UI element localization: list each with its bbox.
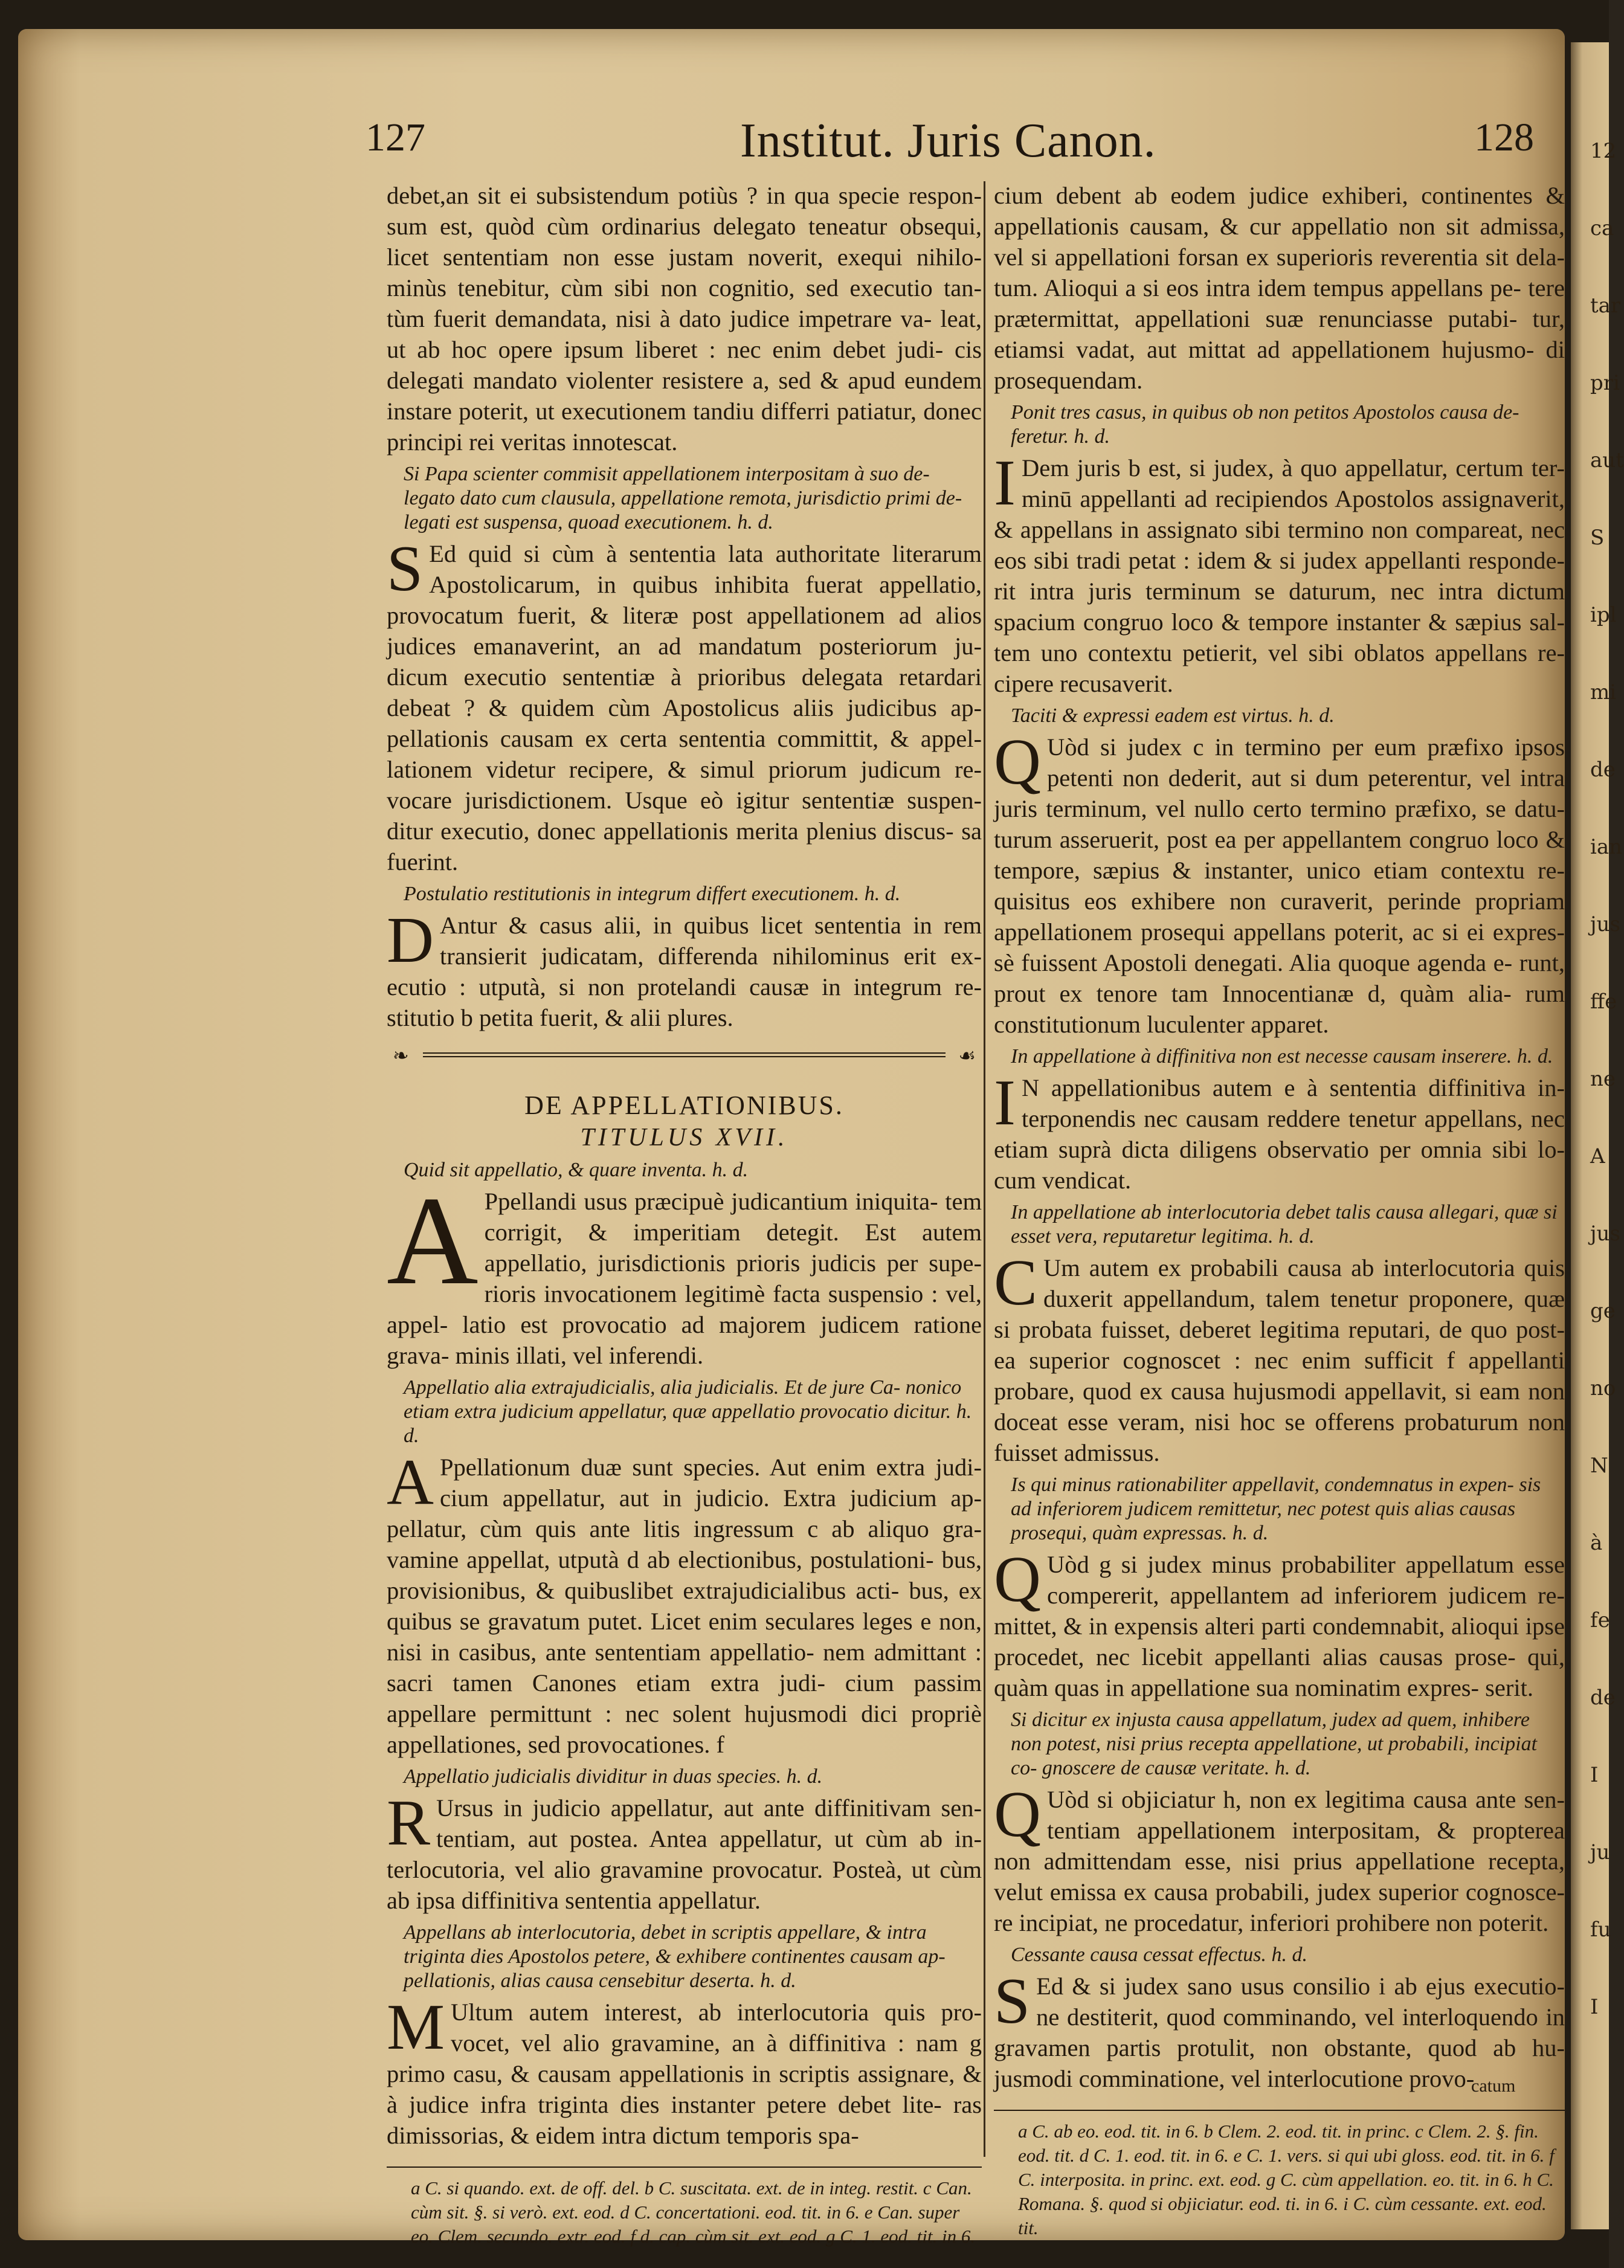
paragraph-text: Ppellationum duæ sunt species. Aut enim extra judi- cium appellatur, aut in judicio. Extra judicium ap- pellatur, cùm quis ante litis ingressum c ab aliquo gra- vamine appellat, utputà d ab electionibus, postulationi- bus, provisionibus, & quibuslibet extrajudicialibus acti- bus, ex quibus se gravatum putet. Licet enim seculares leges e non, nisi in casibus, ante sententiam appellatio- nem admittant : sacri tamen Canones etiam extra judi- cium passim appellare permittunt : nec solent hujusmodi dici propriè appellationes, sed provocationes. f: [387, 1454, 982, 1758]
summary: In appellatione à diffinitiva non est necesse causam inserere. h. d.: [1011, 1045, 1553, 1068]
section-title: DE APPELLATIONIBUS.: [524, 1091, 844, 1120]
summary: Si Papa scienter commisit appellationem interpositam à suo de- legato dato cum clausula, appellatione remota, jurisdictio primi de- legati est suspensa, quoad executionem. h. d.: [404, 463, 962, 533]
summary: Is qui minus rationabiliter appellavit, condemnatus in expen- sis ad inferiorem judicem remittetur, nec potest quis alias causas prosequi, quàm expressas. h. d.: [1011, 1474, 1541, 1544]
edge-fragment: no: [1590, 1376, 1616, 1400]
paragraph: [387, 1787, 982, 1916]
edge-fragment: ca: [1590, 216, 1614, 240]
edge-fragment: de: [1590, 758, 1616, 782]
catchword: catum: [1471, 2076, 1516, 2096]
edge-fragment: jus: [1590, 1222, 1620, 1246]
edge-fragment: ge: [1590, 1299, 1616, 1323]
paragraph: [994, 726, 1565, 1040]
notes-rule: [994, 2110, 1565, 2111]
double-rule: [423, 1052, 946, 1057]
paragraph-text: Ppellandi usus præcipuè judicantium iniquita- tem corrigit, & imperitiam detegit. Est autem appellatio, jurisdictionis prioris judicis per supe- rioris invocationem legitimè facta suspensio : vel, appel- latio est provocatio ad majorem judicem ratione grava- minis illati, vel inferendi.: [387, 1188, 982, 1369]
ornament-rule: [387, 1042, 982, 1066]
summary: Si dicitur ex injusta causa appellatum, judex ad quem, inhibere non potest, nisi prius recepta appellatione, ut probabili, incipiat co- gnoscere de causæ veritate. h. d.: [1011, 1709, 1538, 1779]
edge-fragment: aut: [1590, 448, 1624, 472]
paragraph-text: Ed quid si cùm à sententia lata authoritate literarum Apostolicarum, in quibus inhibita fuerat appellatio, provocatum fuerit, & literæ post appellationem ad alios judices emanaverint, an ad mandatum posteriorum ju- dicum executio sententiæ à prioribus delegata retardari debeat ? & quidem cùm Apostolicus aliis judicibus ap- pellationis causam ex certa sententia committit, & appel- lationem videtur recipere, & simul priorum judicum re- vocare jurisdictionem. Usque eò igitur sententiæ suspen- ditur executio, donec appellationis merita plenius discus- sa fuerint.: [387, 540, 982, 875]
edge-fragment: ju: [1590, 1840, 1610, 1864]
paragraph: [387, 904, 982, 1033]
paragraph-text: Uòd g si judex minus probabiliter appellatum esse compererit, appellantem ad inferiorem judicem re- mittet, & in expensis alteri parti condemnabit, alioqui ipse procedet, nec licebit appellanti alias causas prose- qui, quàm quas in appellatione sua nominatim expres- serit.: [994, 1551, 1565, 1701]
drop-cap: Q: [994, 1544, 1041, 1616]
paragraph: [387, 533, 982, 877]
summary: Ponit tres casus, in quibus ob non petitos Apostolos causa de- feretur. h. d.: [1011, 401, 1519, 448]
paragraph-text: Uòd si objiciatur h, non ex legitima causa ante sen- tentiam appellationem interpositam, & propterea non admittendam esse, nisi prius appellatione recepta, velut emissa ex causa probabili, judex superior cognosce- re incipiat, ne procedatur, inferiori prohibere non poterit.: [994, 1786, 1565, 1936]
facing-page-edge: [1571, 42, 1609, 2229]
drop-cap: A: [387, 1446, 434, 1518]
edge-fragment: mi: [1590, 680, 1617, 704]
paragraph-text: Uòd si judex c in termino per eum præfixo ipsos petenti non dederit, aut si dum peterentur, vel intra juris terminum, vel nullo certo termino præfixo, se datu- turum asseruerit, post ea per appellantem congruo loco & tempore, sæpius & instanter, unico etiam contextu re- quisitus eos exhibere non curaverit, perinde propriam appellationem prosequi appellans poterit, ac si ei expres- sè fuissent Apostoli denegati. Alia quoque agenda e- runt, prout ex tenore tam Innocentianæ d, quàm alia- rum constitutionum luculenter apparet.: [994, 733, 1565, 1038]
drop-cap: Q: [994, 726, 1041, 798]
edge-fragment: jus: [1590, 912, 1620, 936]
edge-fragment: ffe: [1590, 990, 1617, 1014]
ornament-knot: ❧: [393, 1045, 409, 1066]
edge-fragment: 12: [1590, 139, 1617, 163]
running-title: Institut. Juris Canon.: [740, 114, 1156, 167]
paragraph-text: Ultum autem interest, ab interlocutoria quis pro- vocet, vel alio gravamine, an à diffinitiva : nam g primo casu, & causam appellationis in scriptis assignare, & à judice infra triginta dies instanter petere debet lite- ras dimissorias, & eidem intra dictum temporis spa-: [387, 1999, 982, 2149]
summary: Appellatio alia extrajudicialis, alia judicialis. Et de jure Ca- nonico etiam extra judicium appellatur, quæ appellatio provocatio dicitur. h. d.: [404, 1376, 972, 1447]
paragraph-text: Dem juris b est, si judex, à quo appellatur, certum ter- minū appellanti ad recipiendos Apostolos assignaverit, & appellans in assignato sibi termino non compareat, nec eos sibi tradi petat : idem & si judex appellanti responde- rit intra juris terminum se daturum, nec intra dictum spacium congruo loco & tempore instanter & sæpius sal- tem uno contextu petierit, vel sibi oblatos appellans re- cipere recusaverit.: [994, 454, 1565, 697]
summary: Taciti & expressi eadem est virtus. h. d.: [1011, 704, 1335, 727]
edge-fragment: de: [1590, 1686, 1616, 1710]
paragraph: [994, 1779, 1565, 1938]
drop-cap: Q: [994, 1779, 1041, 1851]
edge-fragment: S: [1590, 526, 1605, 550]
paragraph: [387, 1991, 982, 2151]
paragraph: cium debent ab eodem judice exhiberi, continentes & appellationis causam, & cur appellatio non sit admissa, vel si appellationi forsan ex superioris reverentia sit dela- tum. Alioqui a si eos intra idem tempus appellans pe- tere prætermittat, appellationi suæ renunciasse putabi- tur, etiamsi vadat, aut mittat ad appellationem hujusmo- di prosequendam.: [994, 182, 1565, 394]
edge-fragment: I: [1590, 1995, 1599, 2019]
paragraph-text: Ursus in judicio appellatur, aut ante diffinitivam sen- tentiam, aut postea. Antea appellatur, ut cùm ab in- terlocutoria, vel alio gravamine provocatur. Posteà, ut cùm ab ipsa diffinitiva sententia appellatur.: [387, 1794, 982, 1914]
folio-left: 127: [366, 115, 425, 159]
left-column: [387, 180, 982, 2249]
paragraph: [994, 1544, 1565, 1703]
column-divider: [984, 181, 985, 2157]
section-subtitle: TITULUS XVII.: [580, 1124, 788, 1152]
paragraph-text: Um autem ex probabili causa ab interlocutoria quis duxerit appellandum, talem tenetur proponere, quæ si probata fuisset, deberet legitima reputari, de quo post- ea superior cognoscet : nec enim sufficit f appellanti probare, quod ex causa hujusmodi appellavit, si eam non doceat esse veram, nisi hoc se offerens probaturum non fuisset admissus.: [994, 1254, 1565, 1466]
edge-fragment: tar: [1590, 294, 1621, 318]
notes-rule: [387, 2167, 982, 2168]
edge-fragment: A: [1590, 1144, 1605, 1168]
paragraph: [994, 447, 1565, 699]
paragraph: [387, 1171, 982, 1371]
summary: Appellatio judicialis dividitur in duas species. h. d.: [404, 1765, 823, 1788]
paragraph-text: Antur & casus alii, in quibus licet sententia in rem transierit judicatam, differenda nihilominus erit ex- ecutio : utputà, si non protelandi causæ in integrum re- stitutio b petita fuerit, & alii plures.: [387, 912, 982, 1031]
edge-fragment: ne: [1590, 1067, 1616, 1091]
summary: Appellans ab interlocutoria, debet in scriptis appellare, & intra triginta dies Apostolos petere, & exhibere continentes causam ap- pellationis, alias causa censebitur deserta. h. d.: [404, 1921, 946, 1992]
marginal-notes: a C. si quando. ext. de off. del. b C. suscitata. ext. de in integ. restit. c Can. cùm sit. §. si verò. ext. eod. d C. concertationi. eod. tit. in 6. e Can. super eo. Clem. secundo. extr. eod. f d. cap. cùm sit. ext. eod. g C. 1. eod. tit. in 6.: [411, 2177, 976, 2247]
drop-cap: S: [994, 1965, 1031, 2037]
summary: Postulatio restitutionis in integrum differt executionem. h. d.: [404, 883, 901, 905]
summary: Quid sit appellatio, & quare inventa. h. d.: [404, 1159, 749, 1181]
ornament-knot: ☙: [958, 1045, 976, 1066]
folio-right: 128: [1474, 115, 1534, 159]
summary: Cessante causa cessat effectus. h. d.: [1011, 1944, 1308, 1966]
paragraph: debet,an sit ei subsistendum potiùs ? in qua specie respon- sum est, quòd cùm ordinarius delegato teneatur obsequi, licet sententiam non esse justam noverit, exequi nihilo- minùs tenebitur, cùm sibi non cognitio, sed executio tan- tùm fuerit demandata, nisi à dato judice impetrare va- leat, ut ab hoc opere ipsum liberet : nec enim debet judi- cis delegati mandato violenter resistere a, sed & apud eundem instare poterit, ut executionem tandiu differri patiatur, donec principi rei veritas innotescat.: [387, 182, 982, 456]
edge-fragment: ipl: [1590, 603, 1617, 627]
drop-cap: C: [994, 1247, 1038, 1319]
drop-cap: A: [387, 1171, 478, 1311]
edge-fragment: fe: [1590, 1608, 1610, 1632]
marginal-notes: a C. ab eo. eod. tit. in 6. b Clem. 2. eod. tit. in princ. c Clem. 2. §. fin. eod. tit. d C. 1. eod. tit. in 6. e C. 1. vers. si qui ubi gloss. eod. tit. in 6. f C. interposita. in princ. ext. eod. g C. cùm appellation. eo. tit. in 6. h C. Romana. §. quod si objiciatur. eod. ti. in 6. i C. cùm cessante. ext. eod. tit.: [1018, 2121, 1555, 2238]
edge-fragment: à: [1590, 1531, 1603, 1555]
edge-fragment: pri: [1590, 371, 1620, 395]
edge-fragment: I: [1590, 1763, 1599, 1787]
drop-cap: I: [994, 1067, 1016, 1139]
edge-fragment: ian: [1590, 835, 1623, 859]
paragraph: [994, 1067, 1565, 1196]
paragraph: [994, 1247, 1565, 1468]
drop-cap: S: [387, 533, 424, 605]
drop-cap: D: [387, 904, 434, 976]
right-column: [994, 180, 1565, 2240]
paragraph: [387, 1446, 982, 1760]
drop-cap: I: [994, 447, 1016, 519]
edge-fragment: N: [1590, 1454, 1608, 1478]
drop-cap: M: [387, 1991, 445, 2063]
paragraph-text: N appellationibus autem e à sententia diffinitiva in- terponendis nec causam reddere tenetur appellans, nec etiam suprà dicta diligens observatio per omnia sibi lo- cum vendicat.: [994, 1074, 1565, 1194]
summary: In appellatione ab interlocutoria debet talis causa allegari, quæ si esset vera, reputaretur legitima. h. d.: [1011, 1201, 1558, 1248]
edge-fragment: fu: [1590, 1918, 1611, 1942]
paragraph-text: Ed & si judex sano usus consilio i ab ejus executio- ne destiterit, quod comminando, vel interloquendo in gravamen partis protulit, non obstante, quod ab hu- jusmodi comminatione, vel interlocutione provo-: [994, 1973, 1565, 2092]
drop-cap: R: [387, 1787, 431, 1859]
